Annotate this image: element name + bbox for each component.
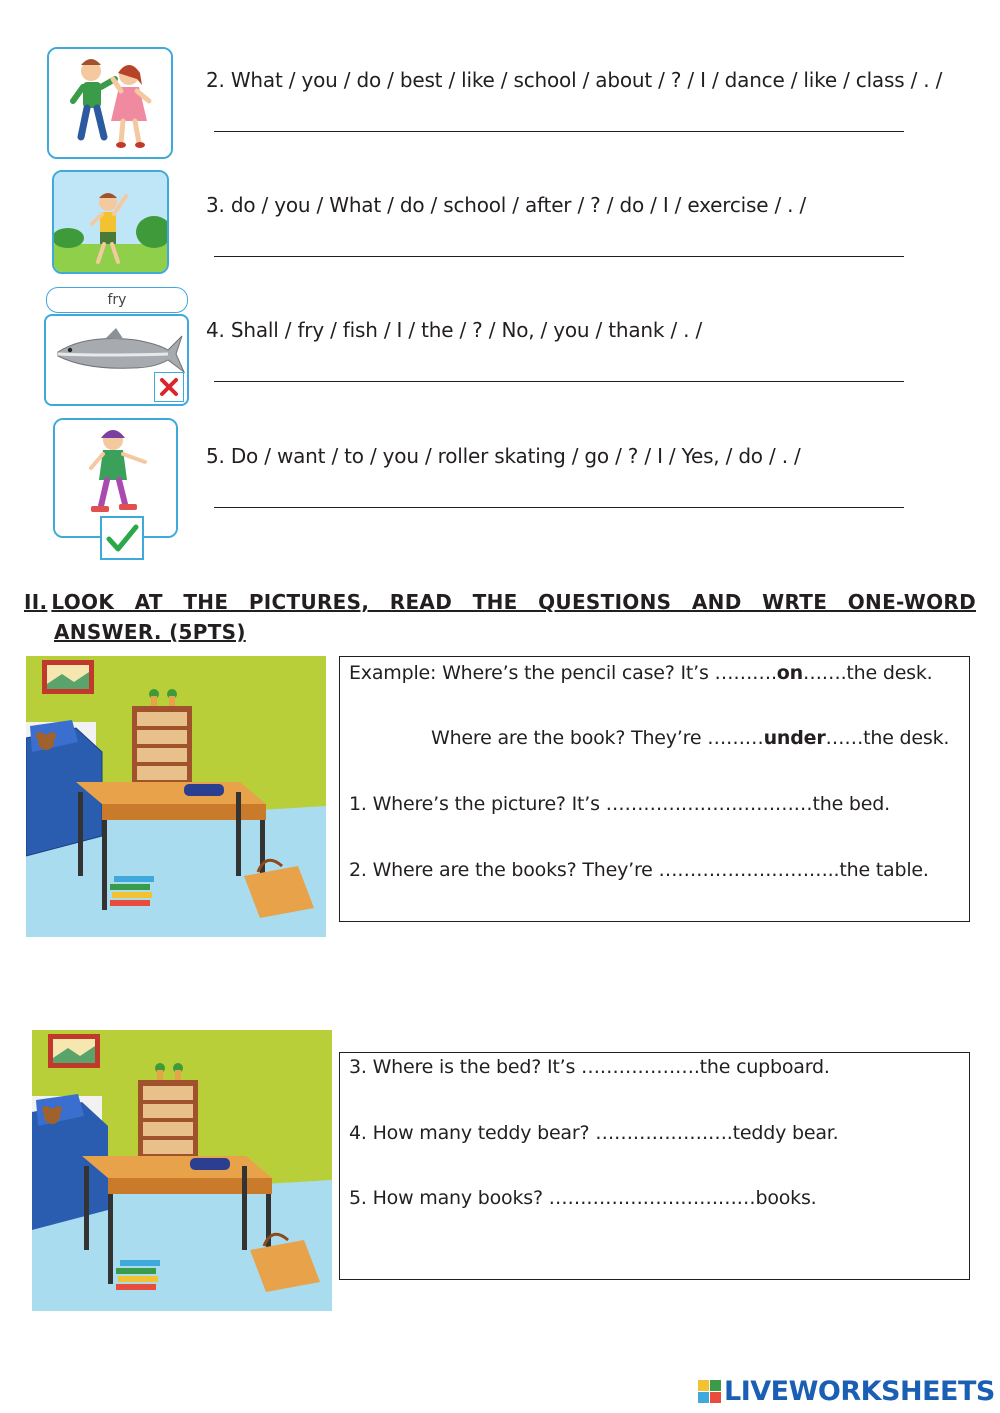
logo-badge bbox=[698, 1380, 721, 1403]
example2-sentence bbox=[431, 727, 949, 749]
question-4-sentence[interactable]: 4. How many teddy bear? ………………….teddy bear. bbox=[349, 1122, 839, 1144]
section-title-line1: LOOK AT THE PICTURES, READ THE QUESTIONS AND WRTE ONE-WORD bbox=[51, 590, 976, 614]
dancing-children-illustration bbox=[49, 49, 171, 157]
example-answer: on bbox=[776, 662, 803, 684]
room-picture-1 bbox=[26, 656, 326, 937]
example-prefix: Example: Where’s the pencil case? It’s ………. bbox=[349, 662, 777, 684]
question-3-sentence[interactable]: 3. Where is the bed? It’s ……………….the cupboard. bbox=[349, 1056, 830, 1078]
section-title bbox=[24, 590, 976, 644]
exercising-boy-illustration bbox=[54, 172, 167, 272]
cross-icon bbox=[155, 373, 183, 401]
question-3 bbox=[206, 193, 806, 217]
example2-prefix: Where are the book? They’re ……… bbox=[431, 727, 764, 749]
example2-answer: under bbox=[763, 727, 826, 749]
question-2 bbox=[206, 68, 942, 92]
question-3-number: 3. bbox=[206, 193, 225, 217]
question-3-prompt: do / you / What / do / school / after / ? / do / I / exercise / . / bbox=[230, 193, 807, 217]
answer-line-2[interactable] bbox=[214, 131, 904, 132]
liveworksheets-logo bbox=[698, 1376, 995, 1407]
answer-line-3[interactable] bbox=[214, 256, 904, 257]
example-suffix: …….the desk. bbox=[802, 662, 933, 684]
question-4 bbox=[206, 318, 702, 342]
picture-label-box bbox=[46, 287, 188, 313]
question-5 bbox=[206, 444, 801, 468]
question-box-1 bbox=[339, 656, 970, 922]
check-icon bbox=[102, 518, 142, 558]
question-5-number: 5. bbox=[206, 444, 225, 468]
section-numeral: II. bbox=[24, 590, 48, 614]
section-title-line2: ANSWER. (5PTS) bbox=[54, 620, 246, 644]
check-mark-box bbox=[100, 516, 144, 560]
answer-line-4[interactable] bbox=[214, 381, 904, 382]
picture-fish bbox=[44, 314, 189, 406]
bedroom-illustration-2 bbox=[32, 1030, 332, 1311]
example-sentence bbox=[349, 662, 933, 684]
question-4-number: 4. bbox=[206, 318, 225, 342]
cross-mark-box bbox=[154, 372, 184, 402]
room-picture-2 bbox=[32, 1030, 332, 1311]
logo-text: LIVEWORKSHEETS bbox=[724, 1376, 995, 1407]
question-2-prompt: What / you / do / best / like / school / about / ? / I / dance / like / class / . / bbox=[230, 68, 943, 92]
bedroom-illustration bbox=[26, 656, 326, 937]
answer-line-5[interactable] bbox=[214, 507, 904, 508]
picture-label-fry: fry bbox=[107, 292, 127, 308]
question-4-prompt: Shall / fry / fish / I / the / ? / No, / you / thank / . / bbox=[230, 318, 702, 342]
question-box-2 bbox=[339, 1052, 970, 1280]
question-5-prompt: Do / want / to / you / roller skating / go / ? / I / Yes, / do / . / bbox=[230, 444, 801, 468]
picture-boy-exercising bbox=[52, 170, 169, 274]
question-2-number: 2. bbox=[206, 68, 225, 92]
picture-children-dancing bbox=[47, 47, 173, 159]
question-2-sentence[interactable]: 2. Where are the books? They’re ………………………..the table. bbox=[349, 859, 929, 881]
example2-suffix: ……the desk. bbox=[825, 727, 950, 749]
question-5-sentence[interactable]: 5. How many books? ……………………………books. bbox=[349, 1187, 817, 1209]
question-1-sentence[interactable]: 1. Where’s the picture? It’s ……………………………the bed. bbox=[349, 793, 890, 815]
